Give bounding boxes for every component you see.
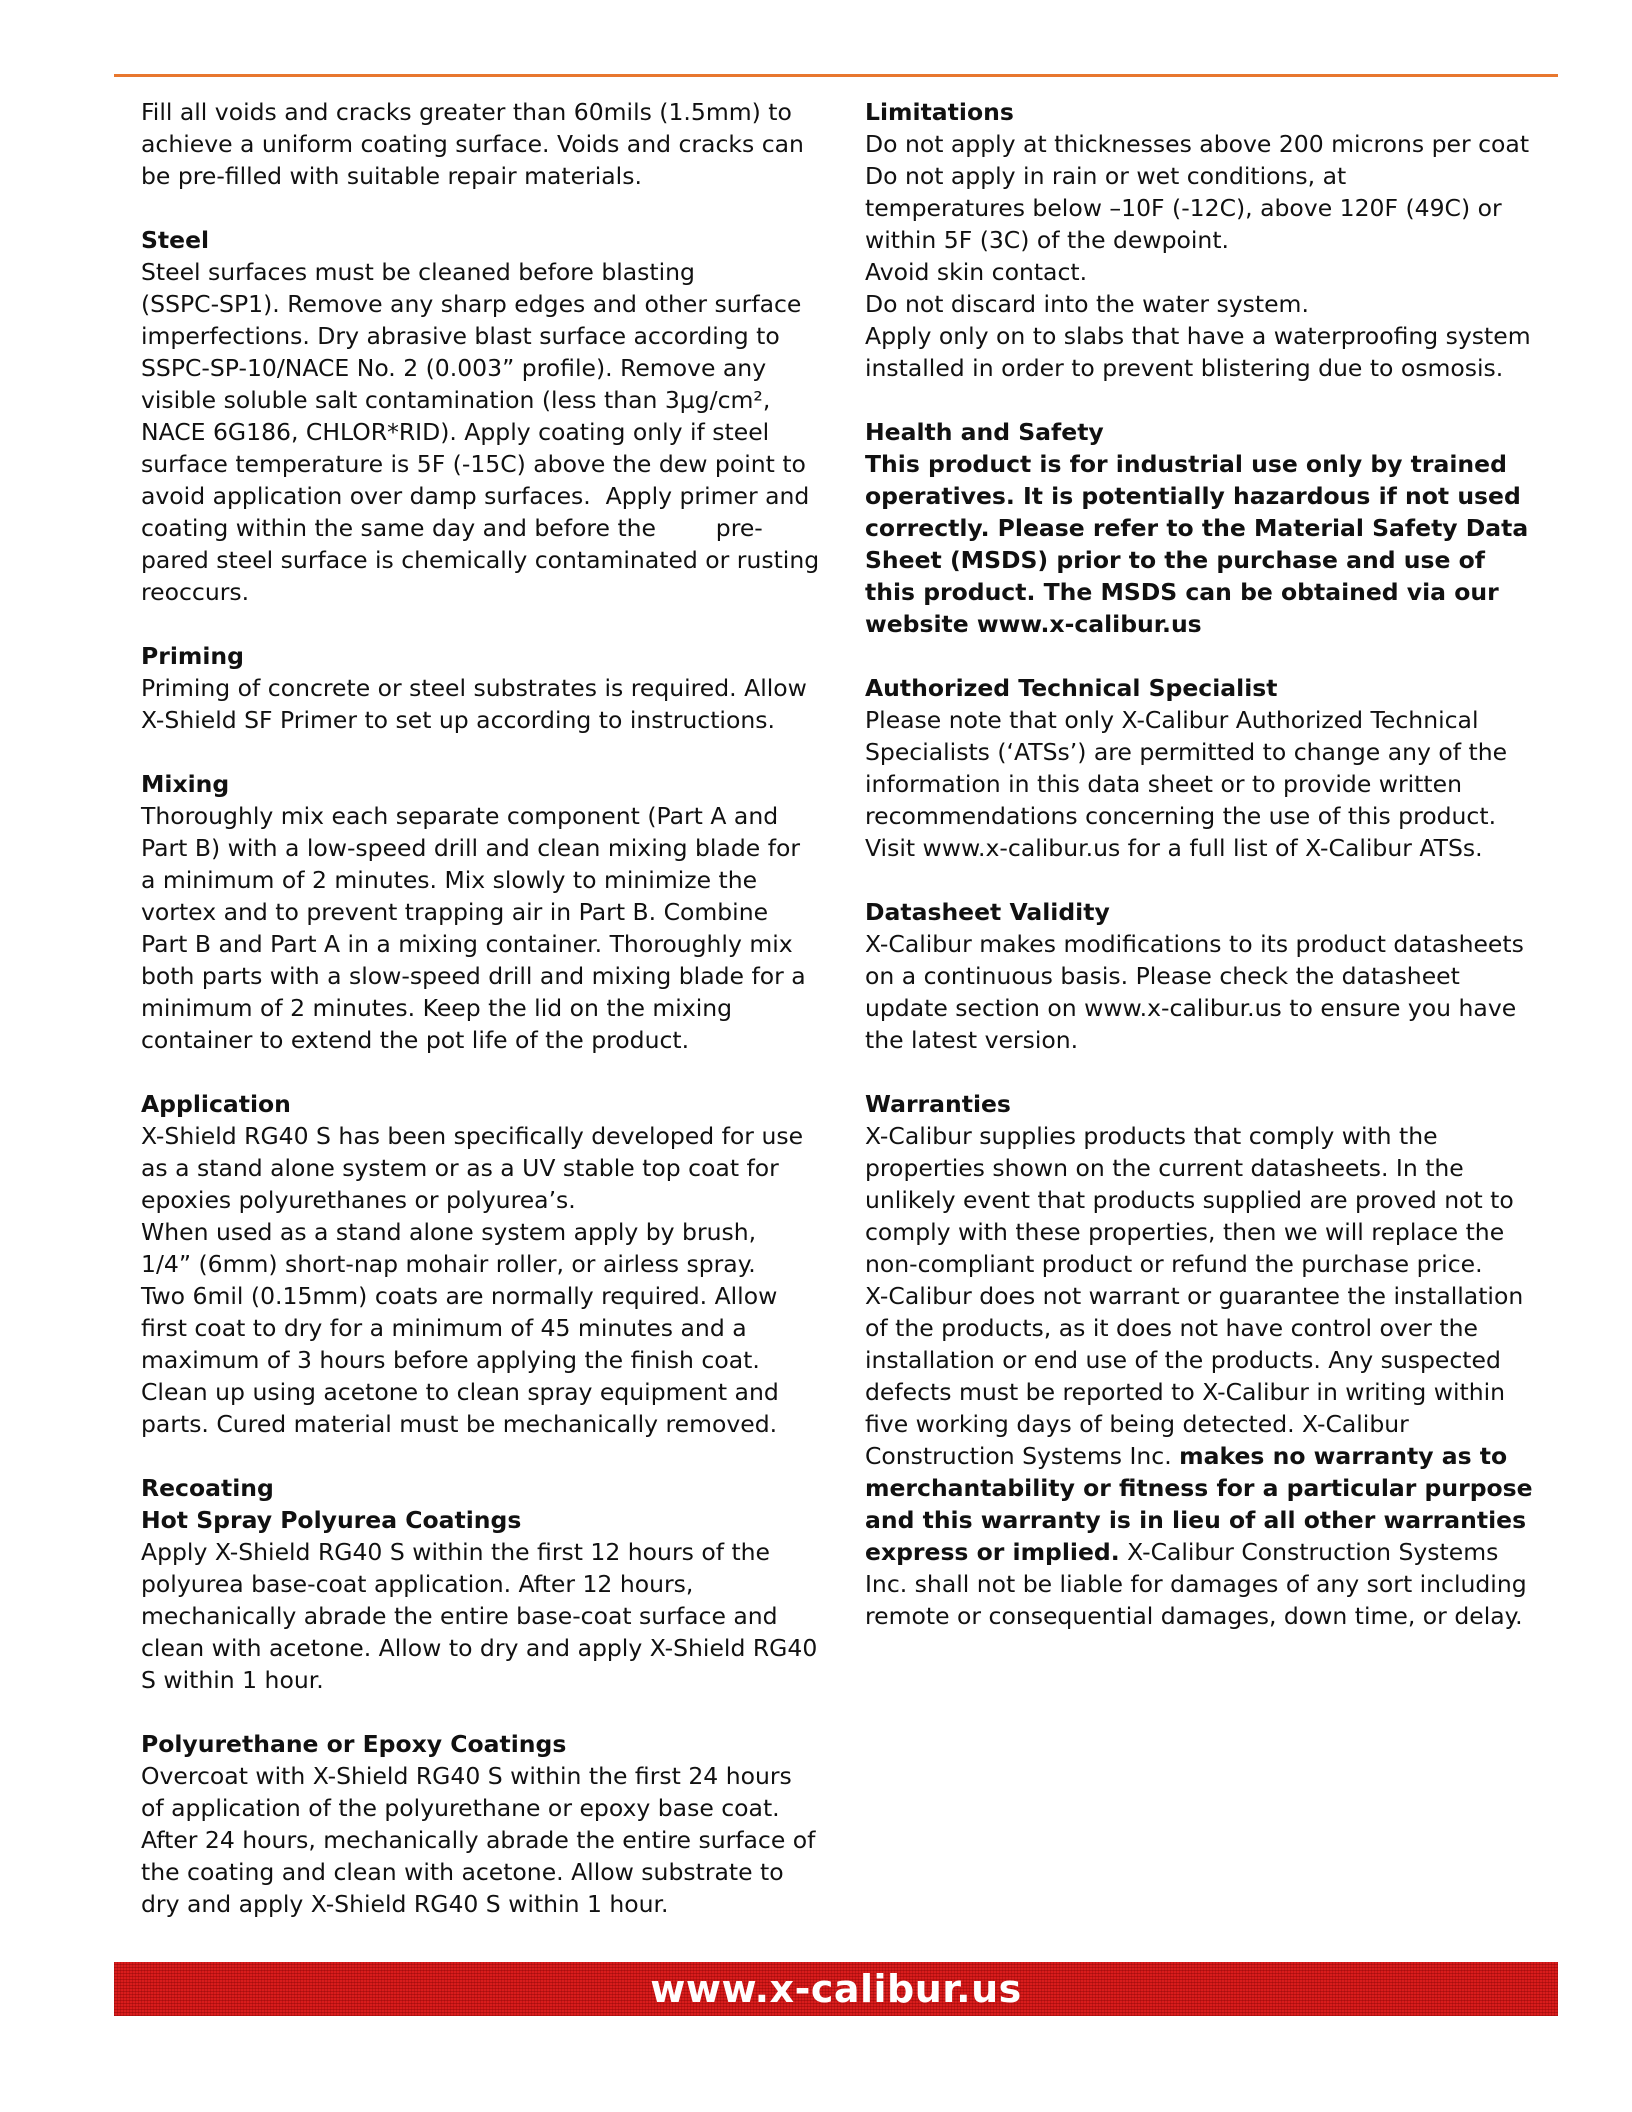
mixed-line (865, 1536, 1555, 1568)
paragraph-line: When used as a stand alone system apply by brush, (141, 1218, 757, 1246)
paragraph-line: visible soluble salt contamination (less than 3µg/cm², (141, 386, 771, 414)
warranty-disclaimer-line: and this warranty is in lieu of all other warranties (865, 1506, 1527, 1534)
section-heading: Datasheet Validity (865, 898, 1110, 926)
paragraph-line: surface temperature is 5F (-15C) above the dew point to (141, 450, 806, 478)
right-column (865, 96, 1555, 1632)
intro-section (141, 96, 821, 192)
ats-section (865, 672, 1555, 864)
warranties-section (865, 1088, 1555, 1632)
footer-website-link[interactable]: www.x-calibur.us (650, 1967, 1022, 2011)
paragraph-line: Do not apply at thicknesses above 200 microns per coat (865, 130, 1530, 158)
section-heading: Authorized Technical Specialist (865, 674, 1278, 702)
paragraph-line: X-Shield RG40 S has been specifically developed for use (141, 1122, 804, 1150)
section-heading: Recoating (141, 1474, 274, 1502)
warning-line: Sheet (MSDS) prior to the purchase and use of (865, 546, 1485, 574)
section-heading: Warranties (865, 1090, 1011, 1118)
paragraph-line: minimum of 2 minutes. Keep the lid on the mixing (141, 994, 733, 1022)
paragraph-line: polyurea base-coat application. After 12 hours, (141, 1570, 694, 1598)
paragraph-line: vortex and to prevent trapping air in Part B. Combine (141, 898, 769, 926)
limitations-section (865, 96, 1555, 384)
paragraph-line: Please note that only X-Calibur Authorized Technical (865, 706, 1479, 734)
warranty-disclaimer-line: merchantability or fitness for a particular purpose (865, 1474, 1533, 1502)
paragraph-line: Fill all voids and cracks greater than 60mils (1.5mm) to (141, 98, 792, 126)
datasheet-validity-section (865, 896, 1555, 1056)
paragraph-line: Avoid skin contact. (865, 258, 1088, 286)
section-heading: Application (141, 1090, 291, 1118)
paragraph-line: maximum of 3 hours before applying the finish coat. (141, 1346, 760, 1374)
warning-line: operatives. It is potentially hazardous if not used (865, 482, 1521, 510)
plain-text: Construction Systems Inc. (865, 1442, 1180, 1470)
paragraph-line: X-Calibur supplies products that comply with the (865, 1122, 1438, 1150)
paragraph-line: container to extend the pot life of the product. (141, 1026, 690, 1054)
polyurethane-section (141, 1728, 821, 1920)
paragraph-line: dry and apply X-Shield RG40 S within 1 hour. (141, 1890, 669, 1918)
paragraph-line: on a continuous basis. Please check the datasheet (865, 962, 1460, 990)
paragraph-line: Specialists (‘ATSs’) are permitted to change any of the (865, 738, 1508, 766)
paragraph-line: recommendations concerning the use of this product. (865, 802, 1497, 830)
warning-line: website www.x-calibur.us (865, 610, 1202, 638)
paragraph-line: SSPC-SP-10/NACE No. 2 (0.003” profile). Remove any (141, 354, 767, 382)
paragraph-line: Thoroughly mix each separate component (Part A and (141, 802, 779, 830)
health-safety-section (865, 416, 1555, 640)
paragraph-line: Two 6mil (0.15mm) coats are normally required. Allow (141, 1282, 778, 1310)
paragraph-line: Visit www.x-calibur.us for a full list of X-Calibur ATSs. (865, 834, 1483, 862)
paragraph-line: both parts with a slow-speed drill and mixing blade for a (141, 962, 806, 990)
mixing-section (141, 768, 821, 1056)
footer-bar (114, 1962, 1558, 2016)
paragraph-line: (SSPC-SP1). Remove any sharp edges and other surface (141, 290, 802, 318)
paragraph-line: Do not discard into the water system. (865, 290, 1309, 318)
paragraph-line: five working days of being detected. X-Calibur (865, 1410, 1409, 1438)
paragraph-line: reoccurs. (141, 578, 250, 606)
section-heading: Priming (141, 642, 244, 670)
section-heading: Polyurethane or Epoxy Coatings (141, 1730, 567, 1758)
paragraph-line: non-compliant product or refund the purchase price. (865, 1250, 1483, 1278)
paragraph-line: Do not apply in rain or wet conditions, at (865, 162, 1347, 190)
paragraph-line: X-Calibur makes modifications to its product datasheets (865, 930, 1524, 958)
paragraph-line: Apply only on to slabs that have a waterproofing system (865, 322, 1531, 350)
paragraph-line: Apply X-Shield RG40 S within the first 12 hours of the (141, 1538, 771, 1566)
bold-text: makes no warranty as to (1179, 1442, 1508, 1470)
paragraph-line: imperfections. Dry abrasive blast surface according to (141, 322, 780, 350)
paragraph-line: properties shown on the current datasheets. In the (865, 1154, 1464, 1182)
steel-section (141, 224, 821, 608)
paragraph-line: be pre-filled with suitable repair materials. (141, 162, 642, 190)
paragraph-line: Part B) with a low-speed drill and clean mixing blade for (141, 834, 801, 862)
section-heading: Limitations (865, 98, 1014, 126)
left-column (141, 96, 821, 1920)
paragraph-line: of application of the polyurethane or epoxy base coat. (141, 1794, 780, 1822)
paragraph-line: epoxies polyurethanes or polyurea’s. (141, 1186, 576, 1214)
paragraph-line: NACE 6G186, CHLOR*RID). Apply coating only if steel (141, 418, 770, 446)
paragraph-line: temperatures below –10F (-12C), above 120F (49C) or (865, 194, 1502, 222)
warning-line: this product. The MSDS can be obtained via our (865, 578, 1499, 606)
paragraph-line: X-Calibur does not warrant or guarantee the installation (865, 1282, 1524, 1310)
paragraph-line: installation or end use of the products. Any suspected (865, 1346, 1501, 1374)
paragraph-line: information in this data sheet or to provide written (865, 770, 1462, 798)
paragraph-line: 1/4” (6mm) short-nap mohair roller, or airless spray. (141, 1250, 756, 1278)
paragraph-line: avoid application over damp surfaces. Apply primer and (141, 482, 810, 510)
paragraph-line: After 24 hours, mechanically abrade the entire surface of (141, 1826, 816, 1854)
paragraph-line: clean with acetone. Allow to dry and apply X-Shield RG40 (141, 1634, 818, 1662)
paragraph-line: as a stand alone system or as a UV stable top coat for (141, 1154, 779, 1182)
section-heading: Health and Safety (865, 418, 1104, 446)
header-divider (114, 74, 1558, 77)
paragraph-line: Priming of concrete or steel substrates is required. Allow (141, 674, 807, 702)
paragraph-line: achieve a uniform coating surface. Voids and cracks can (141, 130, 804, 158)
paragraph-line: Part B and Part A in a mixing container. Thoroughly mix (141, 930, 793, 958)
paragraph-line: Clean up using acetone to clean spray equipment and (141, 1378, 779, 1406)
paragraph-line: X-Shield SF Primer to set up according to instructions. (141, 706, 775, 734)
paragraph-line: defects must be reported to X-Calibur in writing within (865, 1378, 1506, 1406)
paragraph-line: comply with these properties, then we will replace the (865, 1218, 1505, 1246)
paragraph-line: installed in order to prevent blistering due to osmosis. (865, 354, 1504, 382)
paragraph-line: Overcoat with X-Shield RG40 S within the first 24 hours (141, 1762, 792, 1790)
recoating-section (141, 1472, 821, 1696)
paragraph-line: of the products, as it does not have control over the (865, 1314, 1478, 1342)
mixed-line (865, 1440, 1555, 1472)
paragraph-line: a minimum of 2 minutes. Mix slowly to minimize the (141, 866, 758, 894)
section-heading: Steel (141, 226, 210, 254)
section-heading: Mixing (141, 770, 230, 798)
paragraph-line: Inc. shall not be liable for damages of any sort including (865, 1570, 1527, 1598)
paragraph-line: within 5F (3C) of the dewpoint. (865, 226, 1230, 254)
paragraph-line: the coating and clean with acetone. Allow substrate to (141, 1858, 784, 1886)
section-subheading: Hot Spray Polyurea Coatings (141, 1506, 522, 1534)
paragraph-line: pared steel surface is chemically contaminated or rusting (141, 546, 820, 574)
paragraph-line: unlikely event that products supplied are proved not to (865, 1186, 1514, 1214)
paragraph-line: the latest version. (865, 1026, 1079, 1054)
paragraph-line: remote or consequential damages, down time, or delay. (865, 1602, 1523, 1630)
paragraph-line: coating within the same day and before the pre- (141, 514, 763, 542)
warning-line: correctly. Please refer to the Material Safety Data (865, 514, 1529, 542)
paragraph-line: update section on www.x-calibur.us to ensure you have (865, 994, 1517, 1022)
plain-text: X-Calibur Construction Systems (1119, 1538, 1499, 1566)
priming-section (141, 640, 821, 736)
paragraph-line: mechanically abrade the entire base-coat surface and (141, 1602, 778, 1630)
warning-line: This product is for industrial use only by trained (865, 450, 1507, 478)
paragraph-line: Steel surfaces must be cleaned before blasting (141, 258, 695, 286)
paragraph-line: parts. Cured material must be mechanically removed. (141, 1410, 778, 1438)
paragraph-line: first coat to dry for a minimum of 45 minutes and a (141, 1314, 747, 1342)
application-section (141, 1088, 821, 1440)
paragraph-line: S within 1 hour. (141, 1666, 324, 1694)
bold-text: express or implied. (865, 1538, 1120, 1566)
